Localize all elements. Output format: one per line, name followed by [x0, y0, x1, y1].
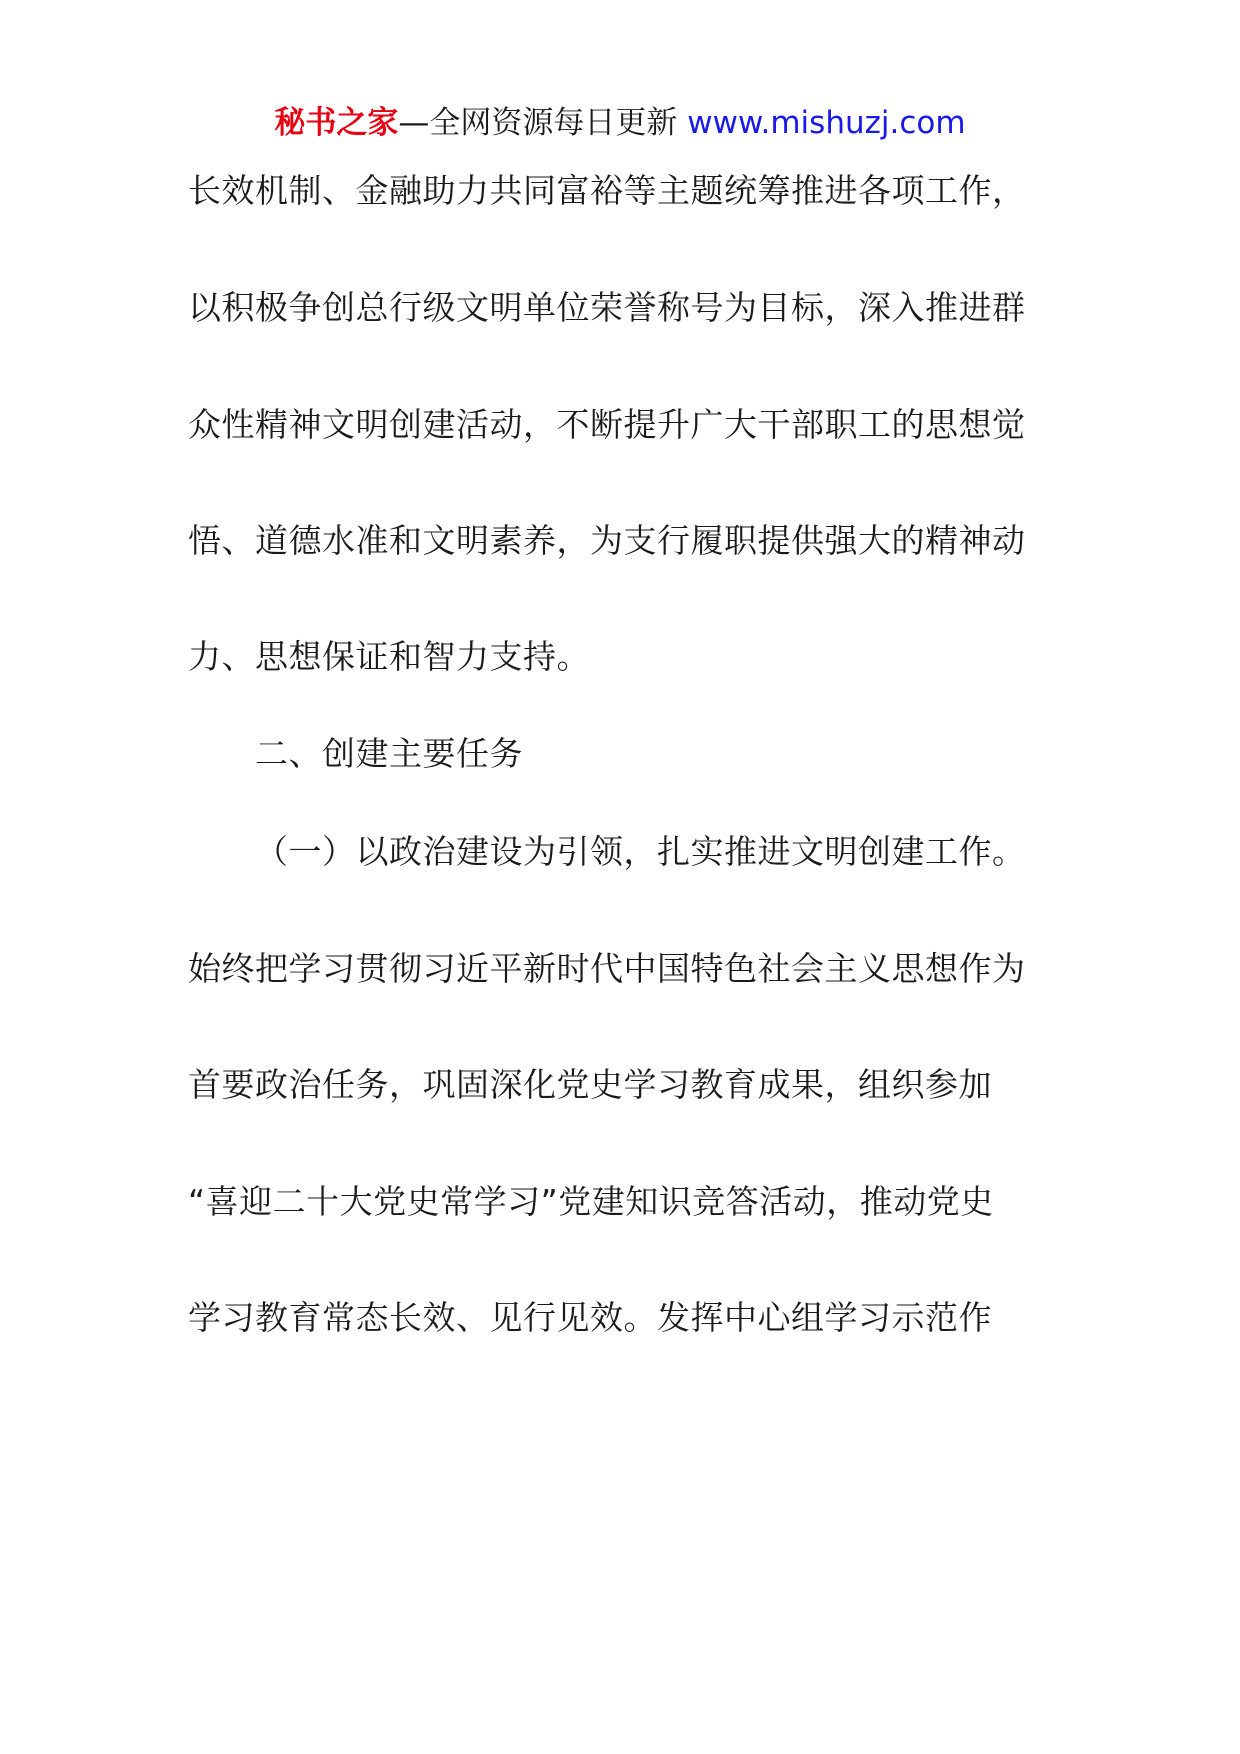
site-url-link[interactable]: www.mishuzj.com — [687, 105, 966, 141]
paragraph-line: 首要政治任务，巩固深化党史学习教育成果，组织参加 — [188, 1065, 992, 1104]
section-heading: 二、创建主要任务 — [255, 734, 523, 773]
brand-name: 秘书之家 — [274, 105, 399, 141]
paragraph-line: 长效机制、金融助力共同富裕等主题统筹推进各项工作， — [188, 171, 1026, 210]
site-header — [0, 100, 1240, 146]
paragraph-line: 学习教育常态长效、见行见效。发挥中心组学习示范作 — [188, 1298, 992, 1337]
paragraph-line: “喜迎二十大党史常学习”党建知识竞答活动，推动党史 — [188, 1182, 994, 1221]
header-tagline: —全网资源每日更新 — [398, 105, 688, 141]
paragraph-line: 力、思想保证和智力支持。 — [188, 637, 590, 676]
paragraph-line: 悟、道德水准和文明素养，为支行履职提供强大的精神动 — [188, 521, 1026, 560]
paragraph-line: 以积极争创总行级文明单位荣誉称号为目标，深入推进群 — [188, 288, 1026, 327]
paragraph-line: 始终把学习贯彻习近平新时代中国特色社会主义思想作为 — [188, 949, 1026, 988]
paragraph-line: 众性精神文明创建活动，不断提升广大干部职工的思想觉 — [188, 405, 1026, 444]
subsection-heading: （一）以政治建设为引领，扎实推进文明创建工作。 — [255, 832, 1026, 871]
